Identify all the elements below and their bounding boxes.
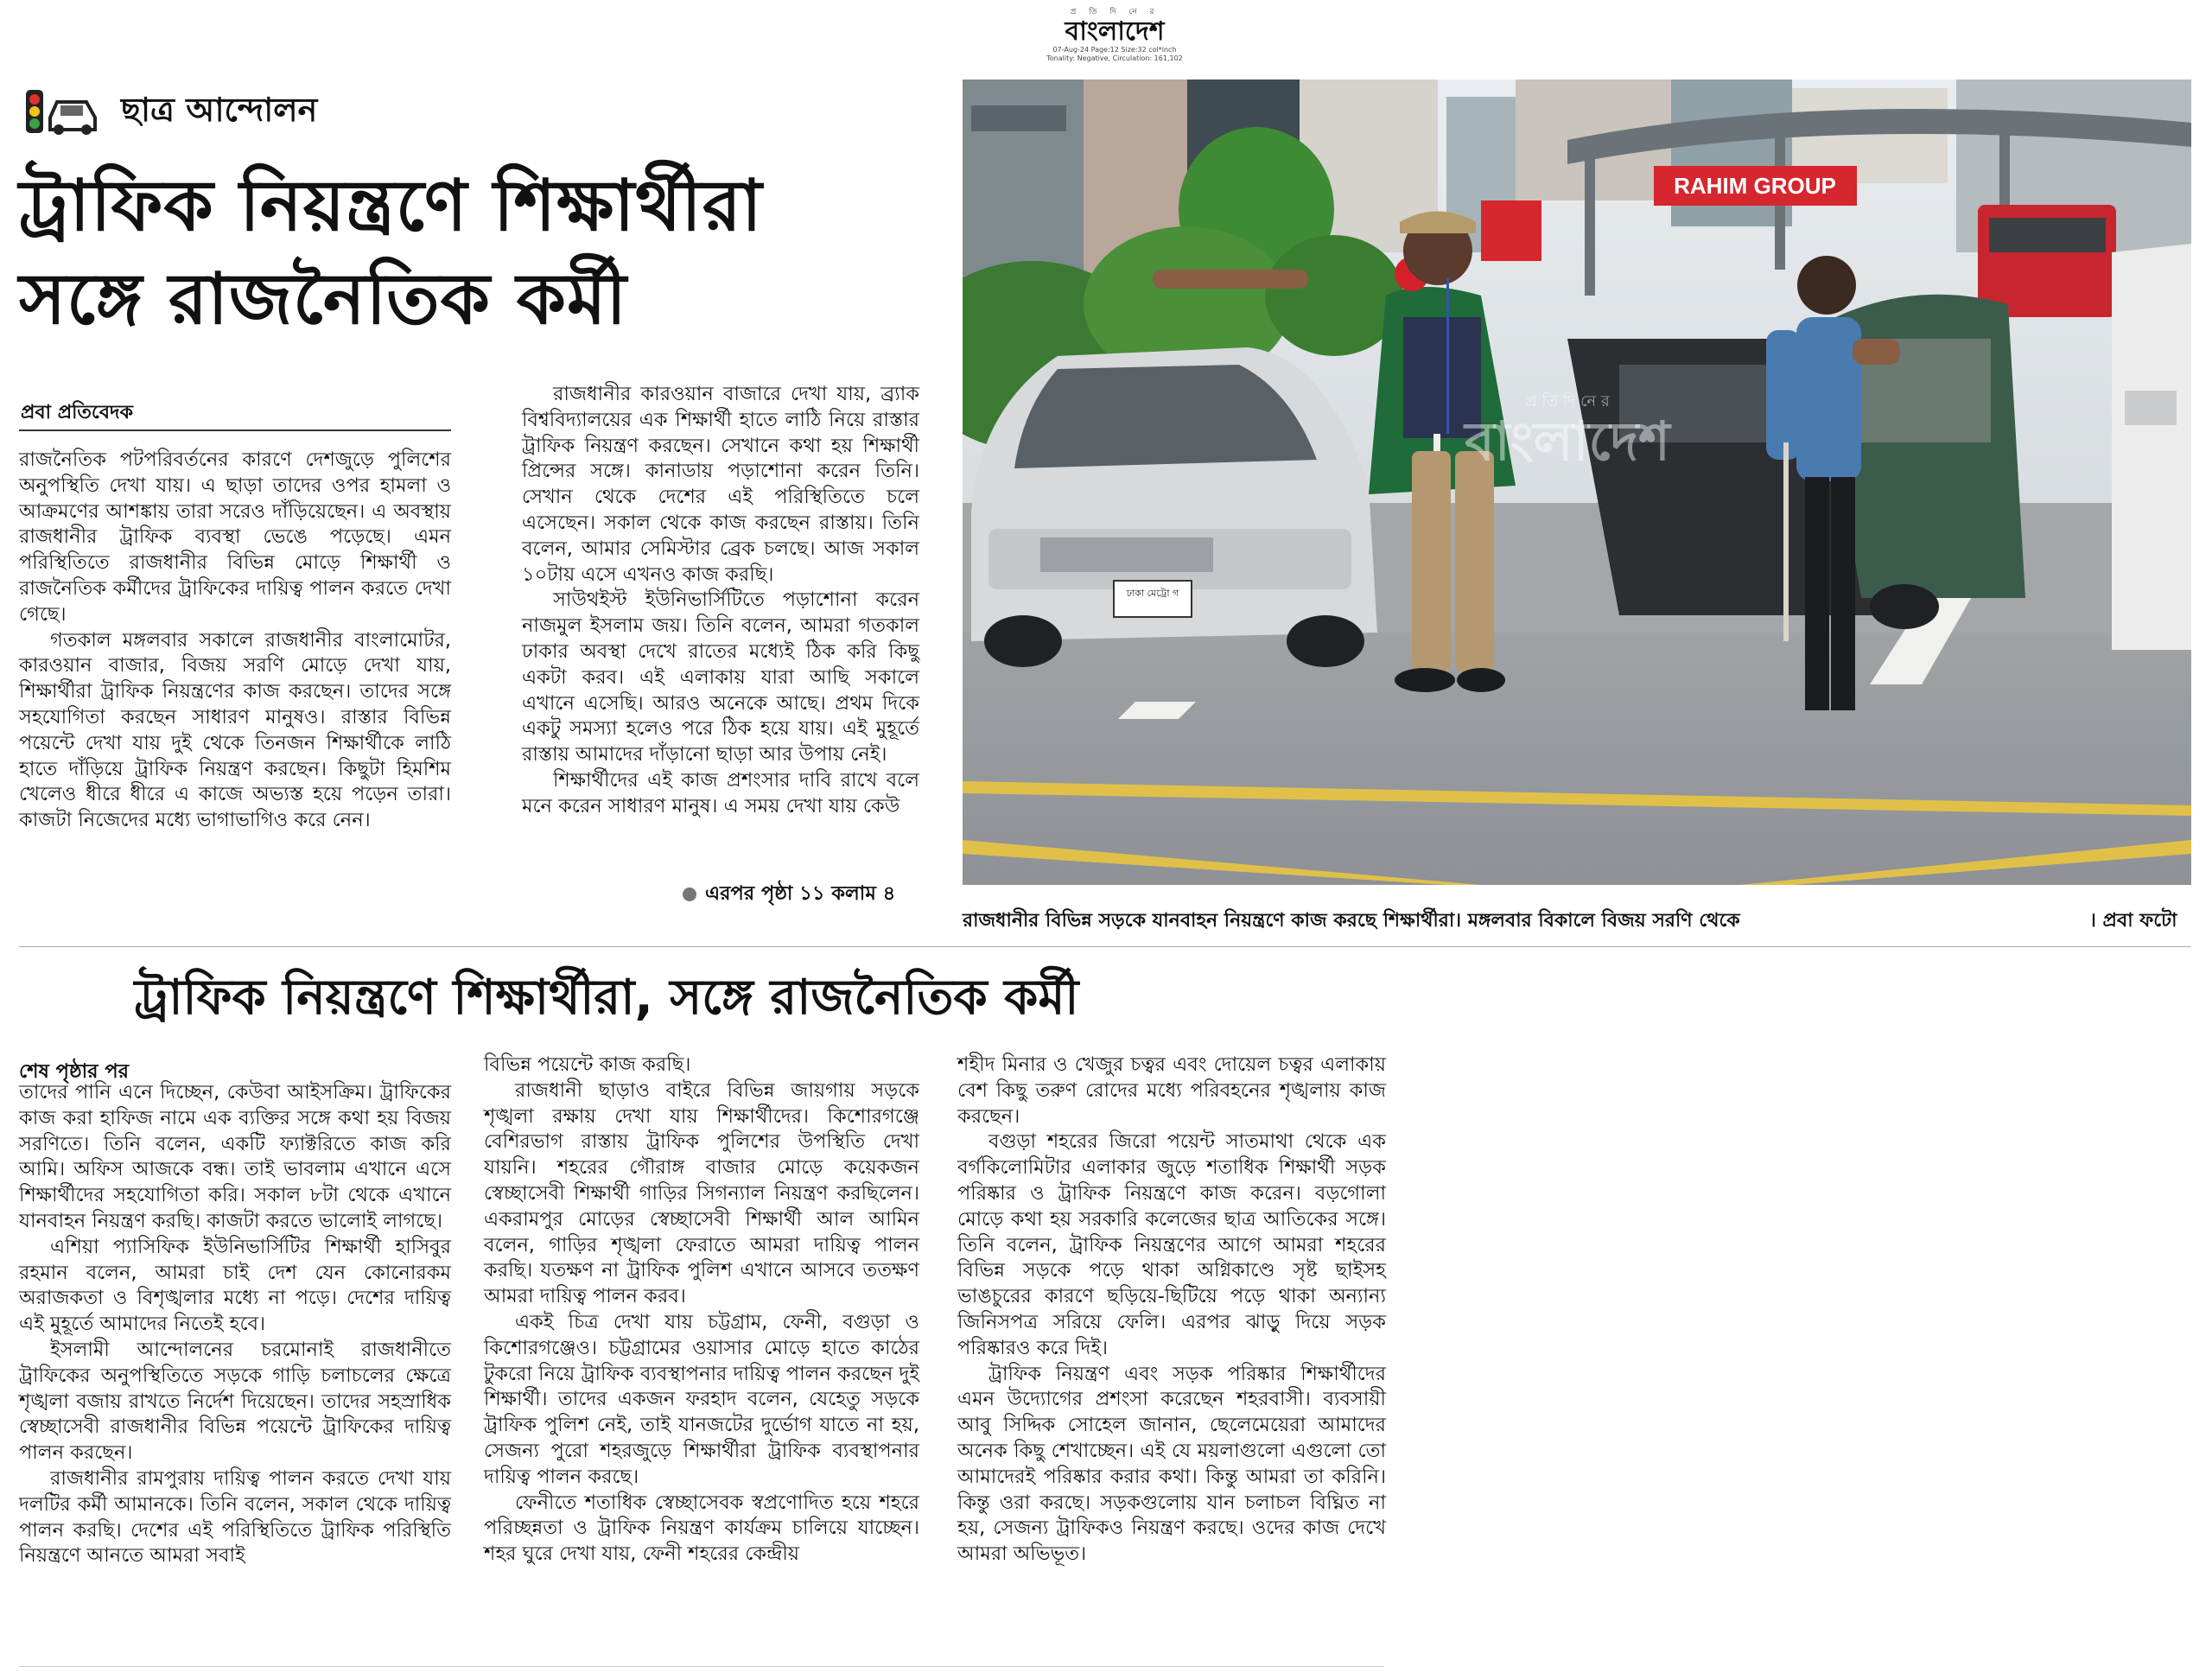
- article-column-5: [957, 1053, 1386, 1568]
- bullet-icon: [683, 887, 696, 901]
- headline-line-1: ট্রাফিক নিয়ন্ত্রণে শিক্ষার্থীরা: [19, 165, 763, 247]
- photo-credit: । প্রবা ফটো: [2089, 910, 2177, 932]
- section-label: ছাত্র আন্দোলন: [121, 91, 318, 129]
- paragraph: বিভিন্ন পয়েন্টে কাজ করছি।: [484, 1053, 691, 1076]
- masthead-meta-1: 07-Aug-24 Page:12 Size:32 col*inch: [1052, 46, 1177, 54]
- jump-text: এরপর পৃষ্ঠা ১১ কলাম ৪: [705, 882, 896, 905]
- paragraph: রাজধানীর কারওয়ান বাজারে দেখা যায়, ব্র্যাক বিশ্ববিদ্যালয়ের এক শিক্ষার্থী হাতে লাঠি নিয়ে রাস্তার ট্রাফিক নিয়ন্ত্রণ করছেন। সেখানে কথা হয় শিক্ষার্থী প্রিন্সের সঙ্গে। কানাডায় পড়াশোনা করেন তিনি। সেখান থেকে দেশের এই পরিস্থিতিতে চলে এসেছেন। সকাল থেকে কাজ করছেন রাস্তায়। তিনি বলেন, আমার সেমিস্টার ব্রেক চলছে। আজ সকাল ১০টায় এসে এখনও কাজ করছি।: [522, 383, 919, 586]
- headline: [19, 160, 935, 347]
- masthead-meta-2: Tonality: Negative, Circulation: 161,102: [1046, 54, 1183, 62]
- paragraph: গতকাল মঙ্গলবার সকালে রাজধানীর বাংলামোটর, কারওয়ান বাজার, বিজয় সরণি মোড়ে দেখা যায়, শিক্ষার্থীরা ট্রাফিক নিয়ন্ত্রণের কাজ করছেন। তাদের সঙ্গে সহযোগিতা করছেন সাধারণ মানুষও। রাস্তার বিভিন্ন পয়েন্টে দেখা যায় দুই থেকে তিনজন শিক্ষার্থীকে লাঠি হাতে দাঁড়িয়ে ট্রাফিক নিয়ন্ত্রণ করছেন। কিছুটা হিমশিম খেলেও ধীরে ধীরে এ কাজে অভ্যস্ত হয়ে পড়েন তারা। কাজটা নিজেদের মধ্যে ভাগাভাগিও করে নেন।: [19, 628, 451, 832]
- masthead-kicker: প্র তি দি নে র: [1070, 8, 1160, 16]
- continued-label: শেষ পৃষ্ঠার পর: [19, 1060, 129, 1083]
- paragraph: তাদের পানি এনে দিচ্ছেন, কেউবা আইসক্রিম। ট্রাফিকের কাজ করা হাফিজ নামে এক ব্যক্তির সঙ্গে কথা হয় বিজয় সরণিতে। তিনি বলেন, একটি ফ্যাক্টরিতে কাজ করি আমি। অফিস আজকে বন্ধ। তাই ভাবলাম এখানে এসে শিক্ষার্থীদের সহযোগিতা করি। সকাল ৮টা থেকে এখানে যানবাহন নিয়ন্ত্রণ করছি। কাজটা করতে ভালোই লাগছে।: [19, 1081, 451, 1232]
- newspaper-masthead: [1028, 5, 1201, 63]
- jump-line: [683, 878, 895, 911]
- photo-caption: রাজধানীর বিভিন্ন সড়কে যানবাহন নিয়ন্ত্রণে কাজ করছে শিক্ষার্থীরা। মঙ্গলবার বিকালে বিজয় সরণি থেকে: [963, 910, 1740, 932]
- section-divider: [19, 946, 2191, 947]
- paragraph: বগুড়া শহরের জিরো পয়েন্ট সাতমাথা থেকে এক বর্গকিলোমিটার এলাকার জুড়ে শতাধিক শিক্ষার্থী সড়ক পরিষ্কার ও ট্রাফিক নিয়ন্ত্রণে কাজ করেন। বড়গোলা মোড়ে কথা হয় সরকারি কলেজের ছাত্র আতিকের সঙ্গে। তিনি বলেন, ট্রাফিক নিয়ন্ত্রণের আগে আমরা শহরের বিভিন্ন সড়কে পড়ে থাকা অগ্নিকাণ্ডে সৃষ্ট ছাইসহ ভাঙচুরের কারণে ছড়িয়ে-ছিটিয়ে পড়ে থাকা অন্যান্য জিনিসপত্র সরিয়ে ফেলি। এরপর ঝাড়ু দিয়ে সড়ক পরিষ্কারও করে দিই।: [957, 1130, 1386, 1359]
- photo-watermark-kicker: প্র তি দি নে র: [1525, 392, 1610, 410]
- continuation-headline: ট্রাফিক নিয়ন্ত্রণে শিক্ষার্থীরা, সঙ্গে রাজনৈতিক কর্মী: [134, 970, 1079, 1026]
- traffic-light-car-icon: [24, 88, 102, 137]
- paragraph: ইসলামী আন্দোলনের চরমোনাই রাজধানীতে ট্রাফিকের অনুপস্থিতিতে সড়কে গাড়ি চলাচলের ক্ষেত্রে শৃঙ্খলা বজায় রাখতে নির্দেশ দিয়েছেন। তাদের সহস্রাধিক স্বেচ্ছাসেবী রাজধানীর বিভিন্ন পয়েন্টে ট্রাফিকের দায়িত্ব পালন করছেন।: [19, 1338, 451, 1465]
- bottom-rule: [19, 1666, 1384, 1667]
- photo-watermark-name: বাংলাদেশ: [1465, 410, 1670, 473]
- paragraph: রাজধানী ছাড়াও বাইরে বিভিন্ন জায়গায় সড়কে শৃঙ্খলা রক্ষায় দেখা যায় শিক্ষার্থীদের। কিশোরগঞ্জে বেশিরভাগ রাস্তায় ট্রাফিক পুলিশের উপস্থিতি দেখা যায়নি। শহরের গৌরাঙ্গ বাজার মোড়ে কয়েকজন স্বেচ্ছাসেবী শিক্ষার্থী গাড়ির সিগন্যাল নিয়ন্ত্রণ করছিলেন। একরামপুর মোড়ের স্বেচ্ছাসেবী শিক্ষার্থী আল আমিন বলেন, গাড়ির শৃঙ্খলা ফেরাতে আমরা দায়িত্ব পালন করছি। যতক্ষণ না ট্রাফিক পুলিশ এখানে আসবে ততক্ষণ আমরা দায়িত্ব পালন করব।: [484, 1078, 919, 1308]
- paragraph: রাজধানীর রামপুরায় দায়িত্ব পালন করতে দেখা যায় দলটির কর্মী আমানকে। তিনি বলেন, সকাল থেকে দায়িত্ব পালন করছি। দেশের এই পরিস্থিতিতে ট্রাফিক পরিস্থিতি নিয়ন্ত্রণে আনতে আমরা সবাই: [19, 1466, 451, 1568]
- section-tag: [24, 86, 317, 138]
- paragraph: এশিয়া প্যাসিফিক ইউনিভার্সিটির শিক্ষার্থী হাসিবুর রহমান বলেন, আমরা চাই দেশ যেন কোনোরকম অরাজকতা ও বিশৃঙ্খলার মধ্যে না পড়ে। দেশের দায়িত্ব এই মুহূর্তে আমাদের নিতেই হবে।: [19, 1235, 451, 1336]
- paragraph: শহীদ মিনার ও খেজুর চত্বর এবং দোয়েল চত্বর এলাকায় বেশ কিছু তরুণ রোদের মধ্যে পরিবহনের শৃঙ্খলায় কাজ করছেন।: [957, 1053, 1386, 1128]
- headline-line-2: সঙ্গে রাজনৈতিক কর্মী: [19, 258, 627, 340]
- article-column-1: [19, 448, 451, 834]
- paragraph: সাউথইস্ট ইউনিভার্সিটিতে পড়াশোনা করেন নাজমুল ইসলাম জয়। তিনি বলেন, আমরা গতকাল ঢাকার অবস্থা দেখে রাতের মধ্যেই ঠিক করি কিছু একটা করব। এই এলাকায় যারা আছি সকালে এখানে এসেছি। আরও অনেকে আছে। প্রথম দিকে একটু সমস্যা হলেও পরে ঠিক হয়ে যায়। এই মুহূর্তে রাস্তায় আমাদের দাঁড়ানো ছাড়া আর উপায় নেই।: [522, 588, 919, 767]
- paragraph: ফেনীতে শতাধিক স্বেচ্ছাসেবক স্বপ্রণোদিত হয়ে শহরে পরিচ্ছন্নতা ও ট্রাফিক নিয়ন্ত্রণ কার্যক্রম চালিয়ে যাচ্ছেন। শহর ঘুরে দেখা যায়, ফেনী শহরের কেন্দ্রীয়: [484, 1491, 919, 1566]
- byline: প্রবা প্রতিবেদক: [21, 402, 133, 423]
- paragraph: একই চিত্র দেখা যায় চট্টগ্রাম, ফেনী, বগুড়া ও কিশোরগঞ্জেও। চট্টগ্রামের ওয়াসার মোড়ে হাতে কাঠের টুকরো নিয়ে ট্রাফিক ব্যবস্থাপনার দায়িত্ব পালন করছেন দুই শিক্ষার্থী। তাদের একজন ফরহাদ বলেন, যেহেতু সড়কে ট্রাফিক পুলিশ নেই, তাই যানজটের দুর্ভোগ যাতে না হয়, সেজন্য পুরো শহরজুড়ে শিক্ষার্থীরা ট্রাফিক ব্যবস্থাপনার দায়িত্ব পালন করছে।: [484, 1310, 919, 1488]
- photo-banner-text: RAHIM GROUP: [1674, 173, 1836, 199]
- article-column-2: [522, 382, 919, 820]
- article-column-3: [19, 1080, 451, 1569]
- license-plate-text: ঢাকা মেট্রো গ: [1126, 588, 1179, 599]
- article-column-4: [484, 1053, 919, 1568]
- byline-rule: [19, 429, 451, 431]
- paragraph: ট্রাফিক নিয়ন্ত্রণ এবং সড়ক পরিষ্কার শিক্ষার্থীদের এমন উদ্যোগের প্রশংসা করেছেন শহরবাসী। ব্যবসায়ী আবু সিদ্দিক সোহেল জানান, ছেলেমেয়েরা আমাদের অনেক কিছু শেখাচ্ছেন। এই যে ময়লাগুলো এগুলো তো আমাদেরই পরিষ্কার করার কথা। কিন্তু আমরা তা করিনি। কিন্তু ওরা করছে। সড়কগুলোয় যান চলাচল বিঘ্নিত না হয়, সেজন্য ট্রাফিকও নিয়ন্ত্রণ করছে। ওদের কাজ দেখে আমরা অভিভূত।: [957, 1362, 1386, 1566]
- masthead-name: বাংলাদেশ: [1065, 16, 1165, 47]
- paragraph: শিক্ষার্থীদের এই কাজ প্রশংসার দাবি রাখে বলে মনে করেন সাধারণ মানুষ। এ সময় দেখা যায় কেউ: [522, 768, 919, 817]
- news-photo: [963, 80, 2191, 885]
- paragraph: রাজনৈতিক পটপরিবর্তনের কারণে দেশজুড়ে পুলিশের অনুপস্থিতি দেখা যায়। এ ছাড়া তাদের ওপর হামলা ও আক্রমণের আশঙ্কায় তারা সরেও দাঁড়িয়েছেন। এ অবস্থায় রাজধানীর ট্রাফিক ব্যবস্থা ভেঙে পড়েছে। এমন পরিস্থিতিতে রাজধানীর বিভিন্ন মোড়ে শিক্ষার্থী ও রাজনৈতিক কর্মীদের ট্রাফিকের দায়িত্ব পালন করতে দেখা গেছে।: [19, 448, 451, 626]
